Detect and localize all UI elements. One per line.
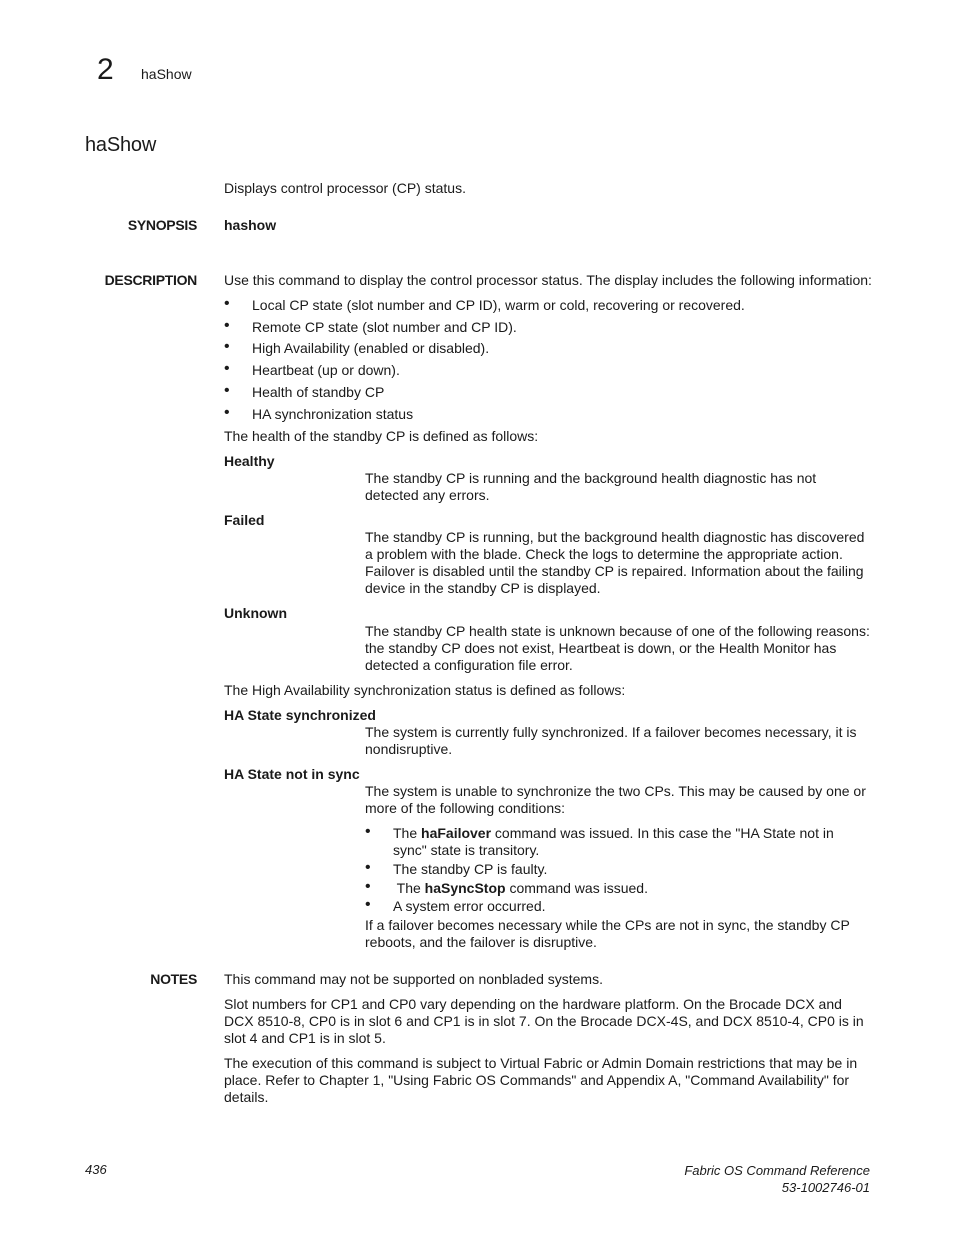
synopsis-command: hashow <box>224 217 277 233</box>
running-head: haShow <box>141 66 192 82</box>
def-healthy: The standby CP is running and the background health diagnostic has not detected any errors. <box>365 470 817 503</box>
bullet-icon: • <box>365 878 371 895</box>
bullet-icon: • <box>365 823 371 840</box>
sync-outro: If a failover becomes necessary while the CPs are not in sync, the standby CP reboots, and the failover is disruptive. <box>365 917 850 950</box>
notes-paragraph: This command may not be supported on nonbladed systems. <box>224 971 603 987</box>
bullet-icon: • <box>224 295 230 312</box>
description-label: DESCRIPTION <box>104 272 197 288</box>
command-name: haFailover <box>421 825 492 841</box>
bullet-icon: • <box>224 317 230 334</box>
book-title: Fabric OS Command Reference <box>684 1163 870 1178</box>
synopsis-label: SYNOPSIS <box>127 217 197 233</box>
health-intro: The health of the standby CP is defined as follows: <box>224 428 539 444</box>
notes-label: NOTES <box>150 971 197 987</box>
page-title: haShow <box>85 134 157 156</box>
doc-number: 53-1002746-01 <box>781 1180 870 1195</box>
def-failed: The standby CP is running, but the background health diagnostic has discovered a problem with the blade. Check the logs to determine the appropriate action. Failover is disabled until the standby CP is repaired. Information about the failing device in the standby CP is displayed. <box>365 529 865 596</box>
def-ha-synchronized: The system is currently fully synchronized. If a failover becomes necessary, it is nondisruptive. <box>365 724 857 757</box>
def-unknown: The standby CP health state is unknown because of one of the following reasons: the standby CP does not exist, Heartbeat is down, or the Health Monitor has detected a configuration file error. <box>365 623 870 673</box>
notes-paragraph: Slot numbers for CP1 and CP0 vary depending on the hardware platform. On the Brocade DCX and DCX 8510-8, CP0 is in slot 6 and CP1 is in slot 7. On the Brocade DCX-4S, and DCX 8510-4, CP0 is in slot 4 and CP1 is in slot 5. <box>224 996 864 1046</box>
bullet-icon: • <box>365 896 371 913</box>
bullet-icon: • <box>224 404 230 421</box>
bullet-icon: • <box>224 360 230 377</box>
page-number: 436 <box>85 1162 107 1177</box>
term-unknown: Unknown <box>224 605 287 621</box>
def-ha-not-in-sync: The system is unable to synchronize the two CPs. This may be caused by one or more of the following conditions: <box>365 783 866 816</box>
sync-intro: The High Availability synchronization status is defined as follows: <box>224 682 626 698</box>
description-intro: Use this command to display the control processor status. The display includes the following information: <box>224 272 872 288</box>
notes-paragraph: The execution of this command is subject to Virtual Fabric or Admin Domain restrictions that may be in place. Refer to Chapter 1, "Using Fabric OS Commands" and Appendix A, "Command Availability" for details. <box>224 1055 858 1105</box>
footer-info <box>684 1162 870 1196</box>
chapter-number: 2 <box>97 53 114 86</box>
term-failed: Failed <box>224 512 265 528</box>
command-name: haSyncStop <box>424 880 506 896</box>
term-ha-not-in-sync: HA State not in sync <box>224 766 360 782</box>
bullet-icon: • <box>224 382 230 399</box>
term-healthy: Healthy <box>224 453 275 469</box>
bullet-icon: • <box>224 338 230 355</box>
bullet-icon: • <box>365 859 371 876</box>
term-ha-synchronized: HA State synchronized <box>224 707 376 723</box>
summary: Displays control processor (CP) status. <box>224 180 466 196</box>
